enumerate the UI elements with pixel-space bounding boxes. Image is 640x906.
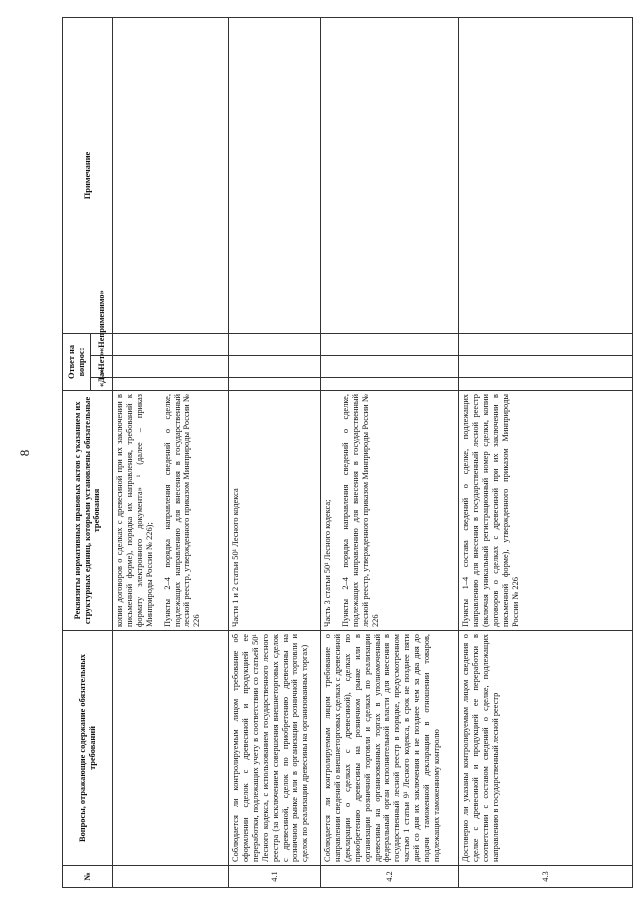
row-number: 4.3 — [459, 866, 633, 888]
row-question: Соблюдается ли контролируемым лицом требование об оформлении сделок с древесиной и продукцией ее переработки, подлежащих учету в соответствии со статьей 50¹ Лесного кодекса, с использованием государственного лесного реестра (за исключением совершения внешнеторговых сделок с древесиной, сделок по приобретению древесины на розничном рынке или в организации розничной торговли и сделок по реализации древесины на организованных торгах) — [229, 631, 321, 866]
header-answer-no: «Нет» — [91, 356, 113, 378]
answer-no-cell — [459, 356, 633, 378]
header-requisites: Реквизиты нормативных правовых актов с указанием их структурных единиц, которыми установлены обязательные требования — [63, 391, 113, 631]
row-requisites — [229, 391, 321, 631]
table-row — [459, 17, 633, 887]
table-row — [321, 17, 459, 887]
header-note: Примечание — [63, 17, 113, 333]
answer-no-cell — [113, 356, 229, 378]
requisite-text: копии договоров о сделках с древесиной при их заключении в письменной форме), порядка их направления, требований к формату электронного документа» ¹ (далее – приказ Минприроды России № 226); — [115, 394, 154, 627]
answer-na-cell — [113, 333, 229, 355]
requisite-text: Пункты 2–4 порядка направления сведений о сделке, подлежащих направлению для внесения в государственный лесной реестр, утвержденного приказом Минприроды России № 226 — [340, 394, 380, 627]
row-question — [113, 631, 229, 866]
row-requisites — [321, 391, 459, 631]
table-row — [229, 17, 321, 887]
note-cell — [229, 17, 321, 333]
requirements-table — [62, 17, 633, 888]
answer-na-cell — [321, 333, 459, 355]
answer-yes-cell — [321, 378, 459, 391]
requisite-text: Пункты 2–4 порядка направления сведений о сделке, подлежащих направлению для внесения в государственный лесной реестр, утвержденного приказом Минприроды России № 226 — [162, 394, 202, 627]
row-number — [113, 866, 229, 888]
note-cell — [459, 17, 633, 333]
header-number: № — [63, 866, 113, 888]
header-question: Вопросы, отражающие содержание обязательных требований — [63, 631, 113, 866]
row-number: 4.2 — [321, 866, 459, 888]
header-answer: Ответ на вопрос: — [63, 333, 91, 390]
row-requisites — [459, 391, 633, 631]
answer-na-cell — [229, 333, 321, 355]
answer-no-cell — [229, 356, 321, 378]
row-requisites — [113, 391, 229, 631]
row-number: 4.1 — [229, 866, 321, 888]
table-row — [113, 17, 229, 887]
page-number: 8 — [17, 449, 32, 457]
header-answer-yes: «Да» — [91, 378, 113, 391]
note-cell — [113, 17, 229, 333]
requisite-text: Части 1 и 2 статьи 50¹ Лесного кодекса — [231, 488, 240, 627]
header-answer-na: «Неприменимо» — [91, 333, 113, 355]
answer-yes-cell — [459, 378, 633, 391]
row-question: Соблюдается ли контролируемым лицом требование о направлении сведений о внешнеторговых сделках с древесиной (декларации о сделках с древесиной), сделках по приобретению древесины на розничном рынке или в организации розничной торговли и сделках по реализации древесины на организованных торгах в уполномоченный федеральный орган исполнительной власти для внесения в государственный лесной реестр в порядке, предусмотренном частью 1 статьи 9¹ Лесного кодекса, в срок не позднее пяти дней со дня их заключения и не позднее чем за два дня до подачи таможенной декларации в отношении товаров, подлежащих таможенному контролю — [321, 631, 459, 866]
requisite-text: Часть 3 статьи 50¹ Лесного кодекса; — [323, 499, 332, 627]
answer-yes-cell — [113, 378, 229, 391]
rotated-page-content — [62, 18, 632, 888]
note-cell — [321, 17, 459, 333]
answer-no-cell — [321, 356, 459, 378]
requisite-text: Пункты 1–4 состава сведений о сделке, подлежащих направлению для внесения в государственный лесной реестр (включая уникальный регистрационный номер сделки, копии договоров о сделках с древесиной при их заключении в письменной форме), утвержденного приказом Минприроды России № 226 — [461, 394, 520, 627]
answer-na-cell — [459, 333, 633, 355]
answer-yes-cell — [229, 378, 321, 391]
row-question: Достоверно ли указаны контролируемым лицом сведения о сделке с древесиной и продукцией ее переработки в соответствии с составом сведений о сделке, подлежащих направлению в государственный лесной реестр — [459, 631, 633, 866]
